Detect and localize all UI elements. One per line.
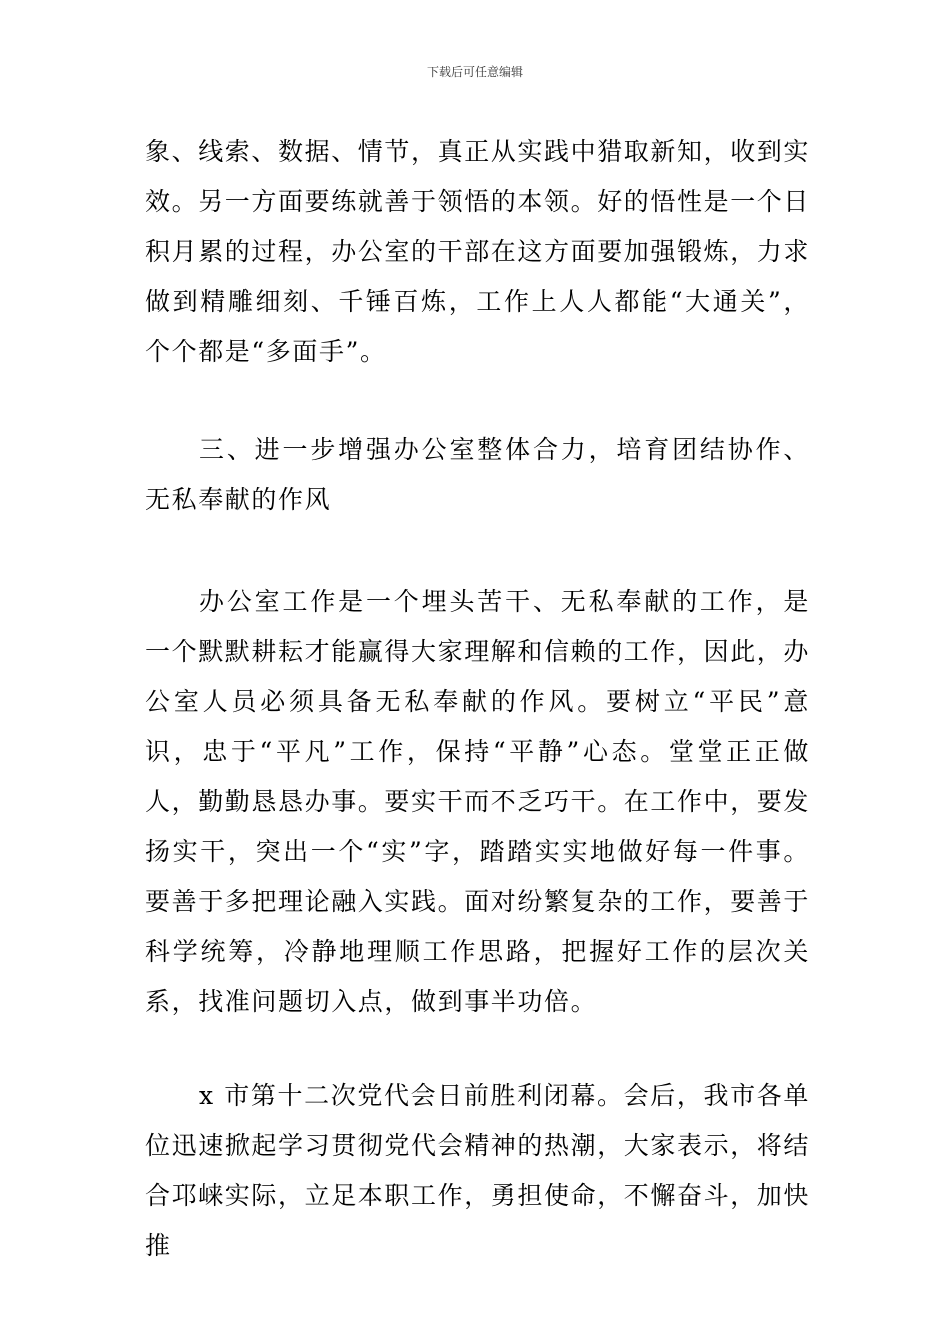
section-heading xyxy=(145,425,810,525)
paragraph xyxy=(145,577,810,1027)
paragraph-text: 象、线索、数据、情节，真正从实践中猎取新知，收到实效。另一方面要练就善于领悟的本领。好的悟性是一个日积月累的过程，办公室的干部在这方面要加强锻炼，力求做到精雕细刻、千锤百炼，工作上人人都能“大通关”，个个都是“多面手”。 xyxy=(145,137,811,366)
paragraph-continued xyxy=(145,127,810,377)
section-heading-text: 三、进一步增强办公室整体合力，培育团结协作、无私奉献的作风 xyxy=(145,435,810,514)
paragraph-text: 办公室工作是一个埋头苦干、无私奉献的工作，是一个默默耕耘才能赢得大家理解和信赖的工作，因此，办公室人员必须具备无私奉献的作风。要树立“平民”意识，忠于“平凡”工作，保持“平静”心态。堂堂正正做人，勤勤恳恳办事。要实干而不乏巧干。在工作中，要发扬实干，突出一个“实”字，踏踏实实地做好每一件事。要善于多把理论融入实践。面对纷繁复杂的工作，要善于科学统筹，冷静地理顺工作思路，把握好工作的层次关系，找准问题切入点，做到事半功倍。 xyxy=(145,587,811,1016)
page-header: 下载后可任意编辑 xyxy=(426,65,523,79)
paragraph xyxy=(145,1071,810,1271)
paragraph-text: x 市第十二次党代会日前胜利闭幕。会后，我市各单位迅速掀起学习贯彻党代会精神的热潮，大家表示，将结合邛崃实际，立足本职工作，勇担使命，不懈奋斗，加快推 xyxy=(145,1081,811,1260)
